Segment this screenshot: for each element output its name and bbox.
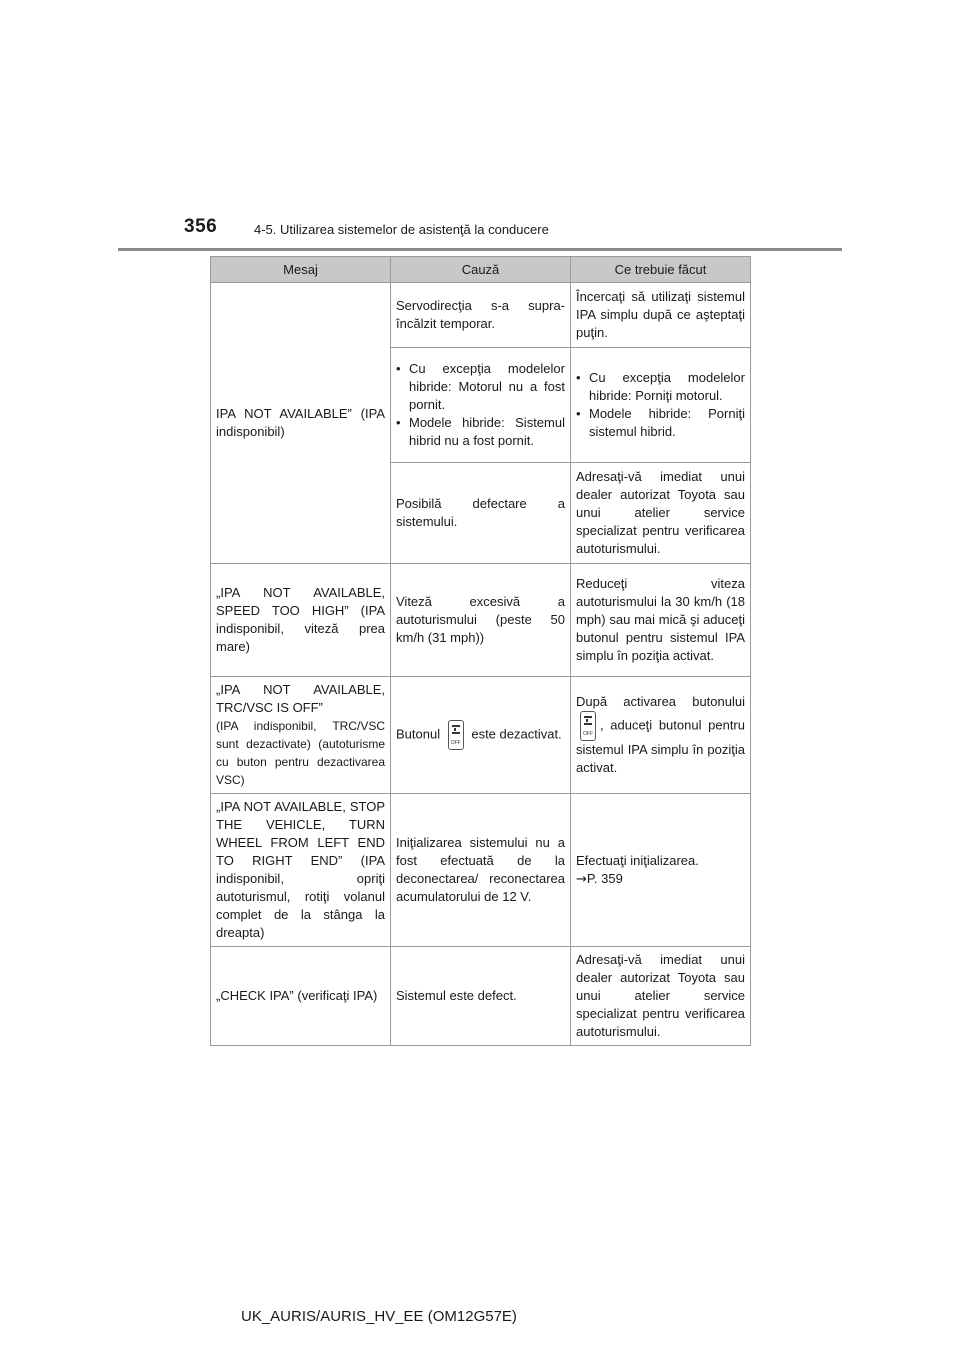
action-cell: Reduceţi viteza autoturismului la 30 km/h (18 mph) sau mai mică şi aduceţi butonul pentru sistemul IPA simplu în poziţia activat. [571, 564, 751, 677]
action-text: Efectuaţi iniţializarea. [576, 852, 699, 868]
page-reference [576, 870, 745, 889]
cause-cell [391, 348, 571, 463]
column-header-cause: Cauză [391, 257, 571, 283]
action-cell [571, 348, 751, 463]
list-item: • Cu excepţia modelelor hibride: Motorul nu a fost pornit. [396, 360, 565, 414]
table-row [211, 283, 751, 348]
cause-cell: Posibilă defectare a sistemului. [391, 463, 571, 564]
arrow-right-icon: → [576, 871, 587, 887]
message-text: „IPA NOT AVAILABLE, TRC/VSC IS OFF” [216, 682, 385, 715]
message-cell: „IPA NOT AVAILABLE, STOP THE VEHICLE, TURN WHEEL FROM LEFT END TO RIGHT END” (IPA indisponibil, opriţi autoturismul, rotiţi volanul complet de la stânga la dreapta) [211, 794, 391, 947]
vsc-off-switch-icon [448, 720, 464, 750]
table-row [211, 947, 751, 1046]
cause-cell: Servodirecţia s-a supra-încălzit temporar. [391, 283, 571, 348]
section-title: 4-5. Utilizarea sistemelor de asistenţă la conducere [254, 222, 549, 237]
message-note: (IPA indisponibil, TRC/VSC sunt dezactivate) (autoturisme cu buton pentru dezactivarea VSC) [216, 719, 385, 787]
list-item: • Cu excepţia modelelor hibride: Porniţi motorul. [576, 369, 745, 405]
warning-message-table [210, 256, 751, 1046]
column-header-message: Mesaj [211, 257, 391, 283]
cause-cell: Sistemul este defect. [391, 947, 571, 1046]
cause-cell: Viteză excesivă a autoturismului (peste 50 km/h (31 mph)) [391, 564, 571, 677]
message-cell: IPA NOT AVAILABLE” (IPA indisponibil) [211, 283, 391, 564]
table-header-row [211, 257, 751, 283]
table-row [211, 564, 751, 677]
message-cell [211, 677, 391, 794]
action-list [576, 369, 745, 441]
icon-off-label: OFF [450, 740, 461, 746]
action-cell: Adresaţi-vă imediat unui dealer autorizat Toyota sau unui atelier service specializat pentru verificarea autoturismului. [571, 947, 751, 1046]
message-cell: „IPA NOT AVAILABLE, SPEED TOO HIGH” (IPA indisponibil, viteză prea mare) [211, 564, 391, 677]
icon-off-label: OFF [583, 731, 593, 737]
cause-cell [391, 677, 571, 794]
cause-cell: Iniţializarea sistemului nu a fost efectuată de la deconectarea/ reconectarea acumulatorului de 12 V. [391, 794, 571, 947]
table-row [211, 794, 751, 947]
list-item: • Modele hibride: Porniţi sistemul hibrid. [576, 405, 745, 441]
list-item: • Modele hibride: Sistemul hibrid nu a fost pornit. [396, 414, 565, 450]
cause-text: Butonul [396, 726, 441, 742]
action-text: , aduceţi butonul pentru sistemul IPA simplu în poziţia activat. [576, 717, 745, 775]
action-cell: Încercaţi să utilizaţi sistemul IPA simplu după ce aşteptaţi puţin. [571, 283, 751, 348]
action-cell [571, 677, 751, 794]
message-cell: „CHECK IPA” (verificaţi IPA) [211, 947, 391, 1046]
page-reference-link[interactable]: P. 359 [586, 870, 623, 886]
action-cell [571, 794, 751, 947]
page-header [118, 214, 842, 251]
cause-text: este dezactivat. [471, 726, 562, 742]
document-code: UK_AURIS/AURIS_HV_EE (OM12G57E) [241, 1308, 517, 1325]
vsc-off-switch-icon [580, 711, 596, 741]
action-text: După activarea butonului [576, 694, 745, 709]
action-cell: Adresaţi-vă imediat unui dealer autorizat Toyota sau unui atelier service specializat pentru verificarea autoturismului. [571, 463, 751, 564]
column-header-action: Ce trebuie făcut [571, 257, 751, 283]
page-number: 356 [184, 216, 218, 237]
table-row [211, 677, 751, 794]
cause-list [396, 360, 565, 450]
